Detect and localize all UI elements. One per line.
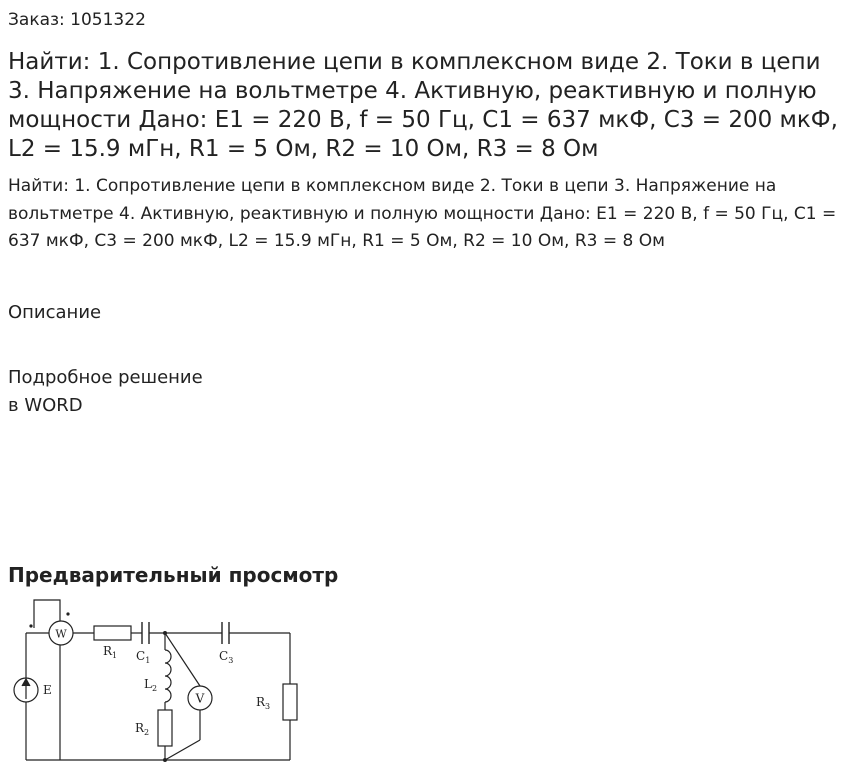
- c1-label: $C_1$: [136, 649, 151, 665]
- capacitor-c3-icon: [222, 622, 229, 644]
- r3-label: $R_3$: [256, 695, 271, 711]
- wattmeter-label: W: [55, 627, 67, 641]
- source-label: E: [43, 683, 52, 697]
- solution-info: [8, 364, 203, 420]
- c3-label: $C_3$: [219, 649, 234, 665]
- voltage-source-icon: [14, 678, 38, 702]
- resistor-r2-icon: [158, 710, 172, 746]
- order-number: Заказ: 1051322: [8, 10, 146, 30]
- preview-heading: Предварительный просмотр: [8, 563, 339, 587]
- page-title: Найти: 1. Сопротивление цепи в комплексном виде 2. Токи в цепи 3. Напряжение на вольтметре 4. Активную, реактивную и полную мощности Дано: E1 = 220 В, f = 50 Гц, C1 = 637 мкФ, C3 = 200 мкФ, L2 = 15.9 мГн, R1 = 5 Ом, R2 = 10 Ом, R3 = 8 Ом: [8, 49, 838, 162]
- r2-label: $R_2$: [135, 721, 150, 737]
- l2-label: $L_2$: [144, 677, 158, 693]
- resistor-r3-icon: [283, 684, 297, 720]
- solution-format-line: в WORD: [8, 395, 83, 416]
- capacitor-c1-icon: [142, 622, 149, 644]
- circuit-preview-image[interactable]: [8, 598, 328, 768]
- task-text: Найти: 1. Сопротивление цепи в комплексном виде 2. Токи в цепи 3. Напряжение на вольтметре 4. Активную, реактивную и полную мощности Дано: E1 = 220 В, f = 50 Гц, C1 = 637 мкФ, C3 = 200 мкФ, L2 = 15.9 мГн, R1 = 5 Ом, R2 = 10 Ом, R3 = 8 Ом: [8, 176, 837, 251]
- r1-label: $R_1$: [103, 644, 118, 660]
- inductor-l2-icon: [165, 650, 171, 702]
- circuit-diagram: [8, 598, 328, 768]
- description-label: Описание: [8, 302, 102, 323]
- solution-info-line: Подробное решение: [8, 367, 203, 388]
- voltmeter-label: V: [195, 691, 205, 706]
- resistor-r1-icon: [94, 626, 131, 640]
- junction-dot: [163, 631, 167, 635]
- junction-dot: [163, 758, 167, 762]
